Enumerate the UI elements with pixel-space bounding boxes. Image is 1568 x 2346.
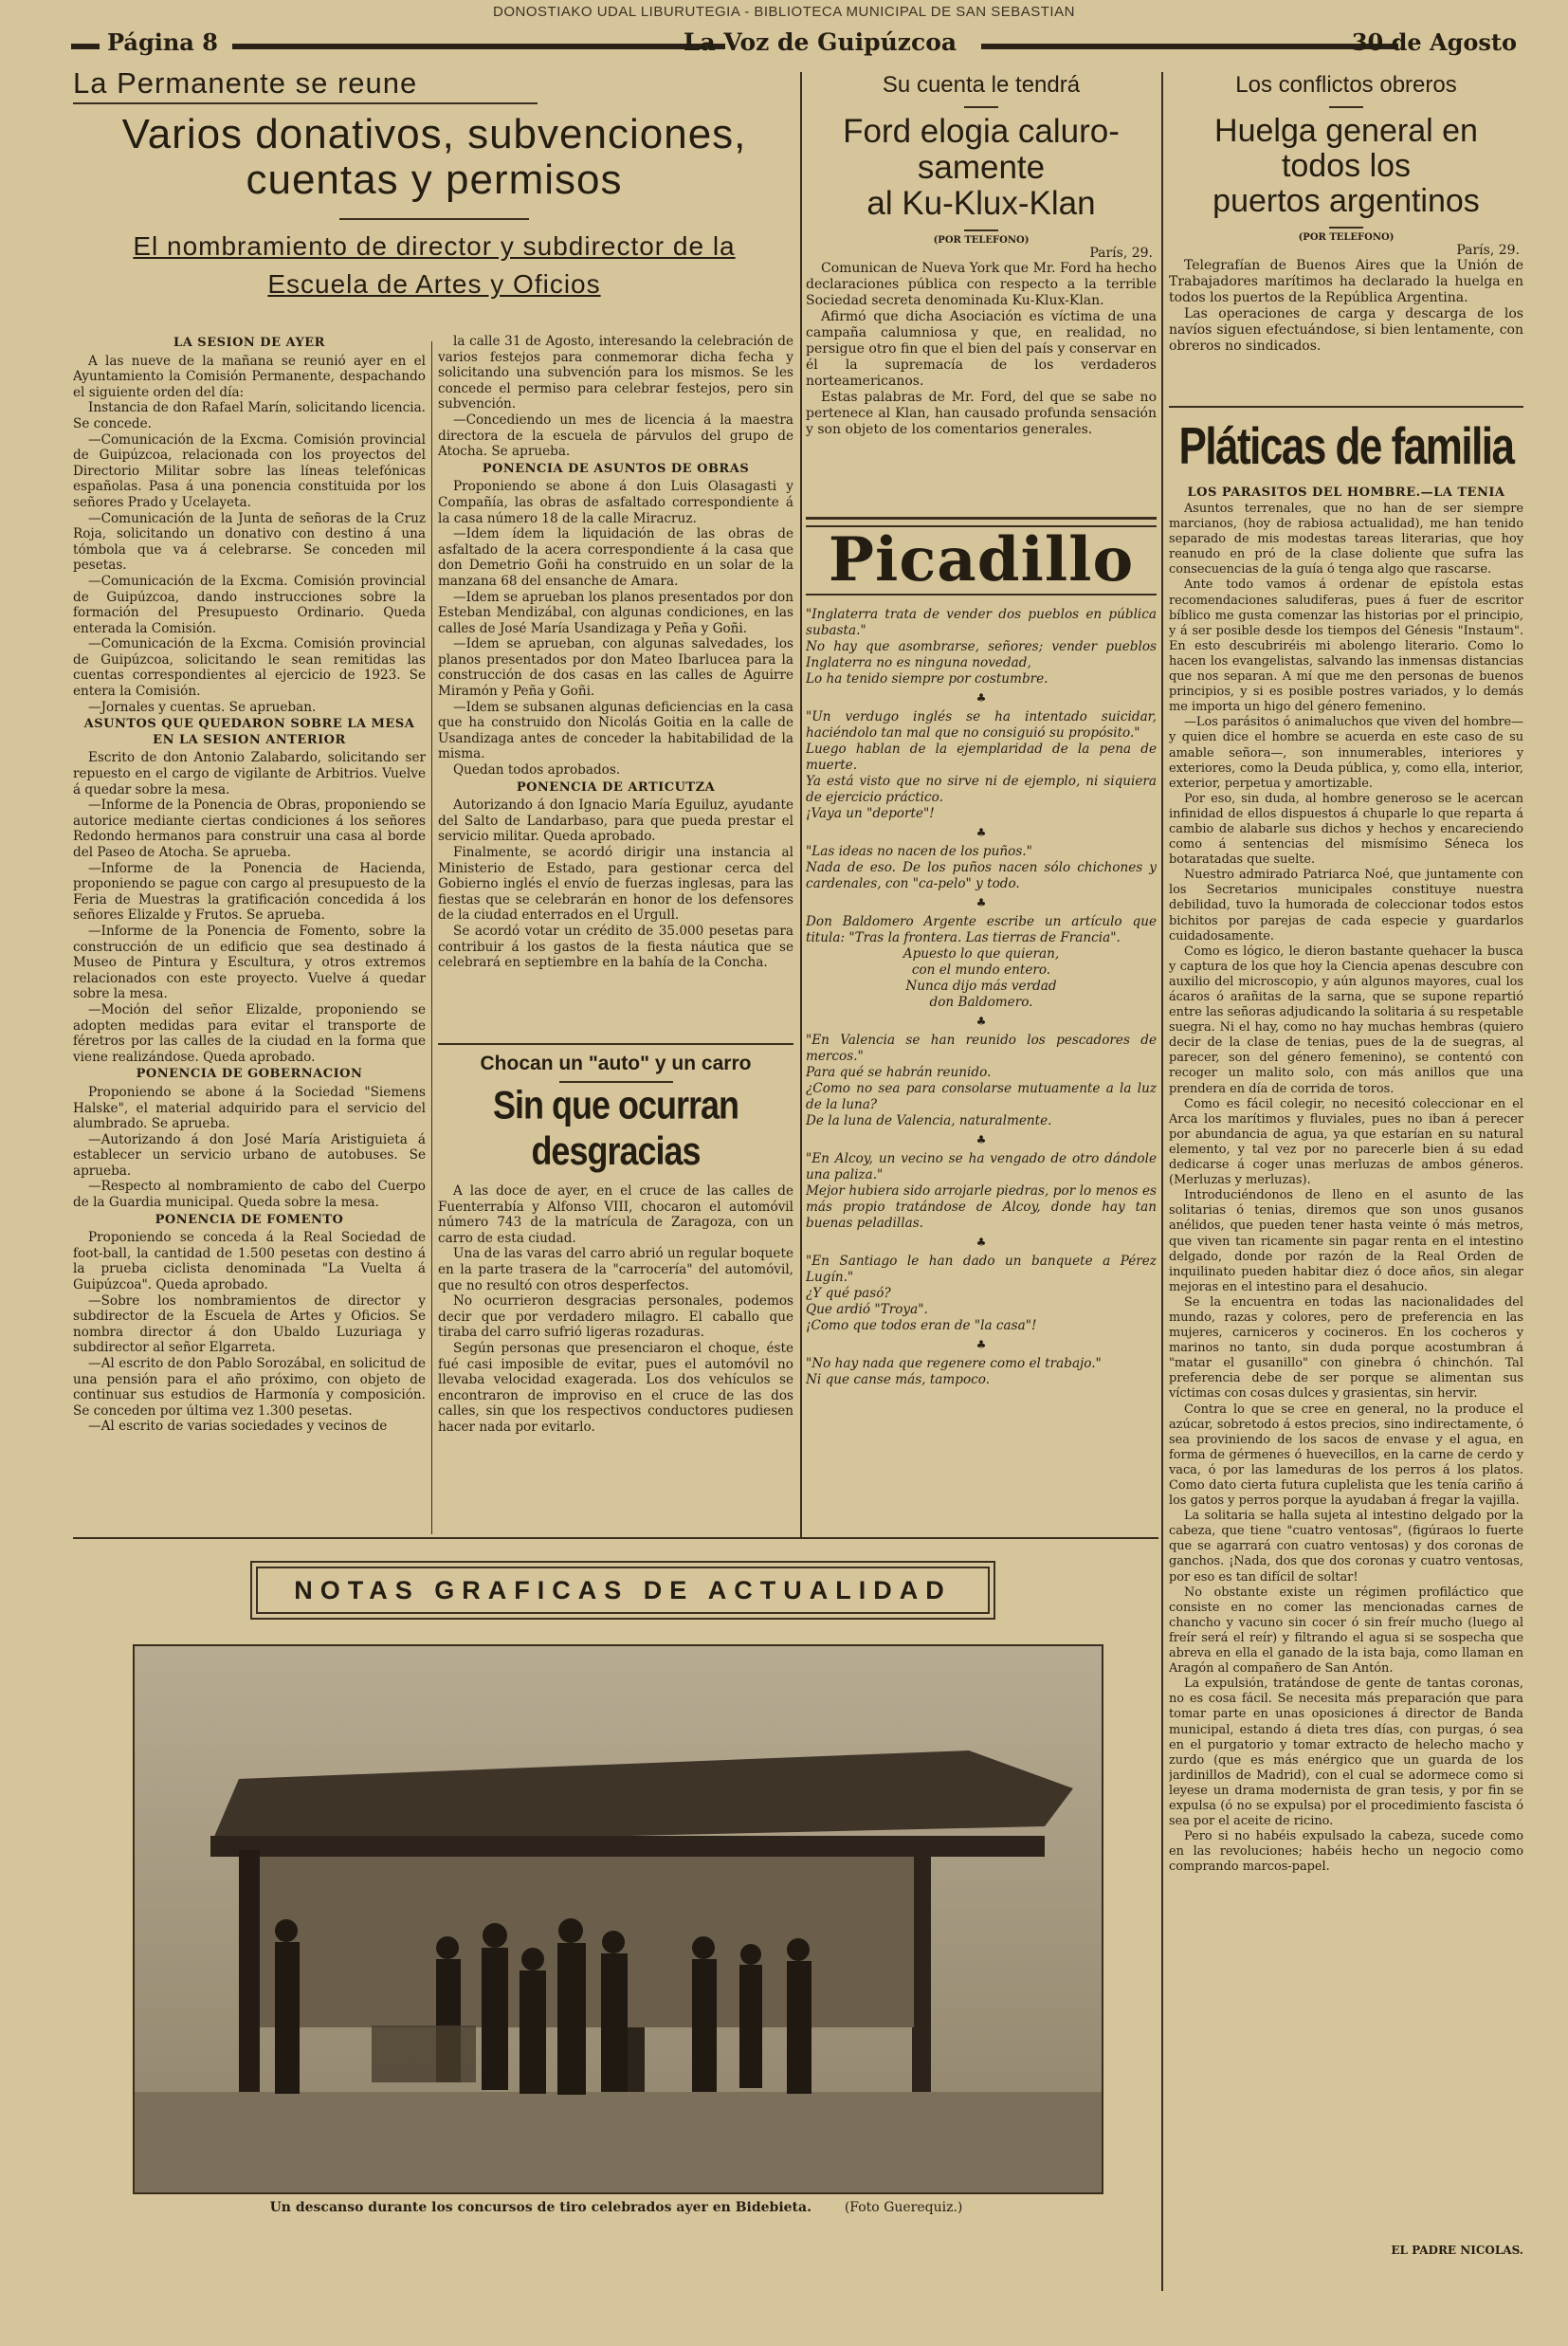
accident-headline: Sin que ocurran desgracias [492, 1082, 739, 1174]
news-photo [133, 1644, 1103, 2194]
photo-illustration [135, 1646, 1102, 2192]
paragraph: A las nueve de la mañana se reunió ayer en el Ayuntamiento la Comisión Permanente, despachando el siguiente orden del día: [73, 353, 426, 400]
ornament: ♣ [975, 1236, 987, 1249]
paragraph: "Las ideas no nacen de los puños." [806, 844, 1032, 859]
council-column-1 [73, 334, 426, 1530]
ford-headline-2: samente [917, 149, 1046, 186]
platicas-body [1169, 502, 1523, 2242]
paragraph: —Idem ídem la liquidación de las obras de asfaltado de la acera correspondiente á la casa que don Demetrio Goñi ha construido en un solar de la manzana 68 del ensanche de Amara. [438, 526, 793, 589]
paragraph: Instancia de don Rafael Marín, solicitando licencia. Se concede. [73, 400, 426, 431]
paragraph: Lo ha tenido siempre por costumbre. [806, 671, 1048, 687]
paragraph: Proponiendo se abone á la Sociedad "Siemens Halske", el material adquirido para el servicio del alumbrado. Se aprueba. [73, 1084, 426, 1132]
paragraph: ¿Como no sea para consolarse mutuamente a la luz de la luna? [806, 1081, 1157, 1112]
ford-headline-3: al Ku-Klux-Klan [866, 185, 1096, 222]
ford-kicker: Su cuenta le tendrá [882, 72, 1081, 98]
section-rule [73, 1537, 1158, 1539]
ornament: ♣ [975, 1338, 987, 1351]
accident-article [438, 1043, 793, 1436]
paragraph: —Idem se subsanen algunas deficiencias en la casa que ha construido don Nicolás Goitia en la calle de Usandizaga antes de conceder la habitabilidad de la misma. [438, 699, 793, 762]
paragraph: Don Baldomero Argente escribe un artículo que titula: "Tras la frontera. Las tierras de Francia". [806, 914, 1157, 945]
section-heading: PONENCIA DE ARTICUTZA [516, 779, 716, 795]
paragraph: Telegrafían de Buenos Aires que la Unión de Trabajadores marítimos ha declarado la huelga en todos los puertos de la República Argentina. [1169, 258, 1523, 305]
photo-caption-line [228, 2200, 1005, 2215]
strike-kicker: Los conflictos obreros [1235, 72, 1457, 98]
paragraph: Ya está visto que no sirve ni de ejemplo, ni siquiera de ejercicio práctico. [806, 774, 1157, 805]
ford-source: (POR TELEFONO) [933, 235, 1030, 246]
paragraph: "En Santiago le han dado un banquete a Pérez Lugín." [806, 1254, 1157, 1285]
council-kicker: La Permanente se reune [73, 66, 418, 100]
paragraph: Escrito de don Antonio Zalabardo, solicitando ser repuesto en el cargo de vigilante de Arbitrios. Vuelve á quedar sobre la mesa. [73, 750, 426, 797]
paragraph: Ante todo vamos á ordenar de epístola estas recomendaciones saludiferas, pues á fuer de escritor bíblico me gusta comenzar las historias por el principio, y á ser posible desde los tiempos del Génesis "Instaum". En esto descubriréis mi abolengo literario. Como lo hacen los evangelistas, salvando las inmensas distancias que nos separan. A mí que me den personas de buenos principios, y si es posible postres variados, y lo demás me importa un higo del género femenino. [1169, 577, 1523, 715]
council-headline-1: Varios donativos, subvenciones, [121, 111, 747, 157]
paragraph: La solitaria se halla sujeta al intestino delgado por la cabeza, que tiene "cuatro ventosas", (figúraos lo fuerte que se agarrará con cuatro ventosas) y dos coronas de ganchos. ¡Nada, dos que dos coronas y cuatro ventosas, por eso es tan difícil de soltar! [1169, 1509, 1523, 1585]
paragraph: —Idem se aprueban, con algunas salvedades, los planos presentados por don Mateo Ibarlucea para la construcción de dos casas en las calles de Aguirre Miramón y Peña y Goñi. [438, 636, 793, 700]
paragraph: "Inglaterra trata de vender dos pueblos en pública subasta." [806, 607, 1157, 638]
strike-headline-1: Huelga general en [1214, 113, 1478, 149]
paragraph: De la luna de Valencia, naturalmente. [806, 1113, 1052, 1128]
strike-body [1169, 258, 1523, 355]
platicas-signature: EL PADRE NICOLAS. [1391, 2244, 1523, 2257]
paragraph: Afirmó que dicha Asociación es víctima de una campaña calumniosa y que, en realidad, no persigue otro fin que el bien del país y conservar en él la supremacía de los verdaderos norteamericanos. [806, 309, 1157, 389]
paragraph: —Comunicación de la Excma. Comisión provincial de Guipúzcoa, solicitando le sean remitidas las cuentas correspondientes al ejercicio de 1923. Se entera la Comisión. [73, 636, 426, 700]
paragraph: Proponiendo se conceda á la Real Sociedad de foot-ball, la cantidad de 1.500 pesetas con destino á la prueba ciclista denominada "La Vuelta á Guipúzcoa". Queda aprobado. [73, 1230, 426, 1293]
paragraph: —Autorizando á don José María Aristiguieta á establecer un servicio urbano de autobuses. Se aprueba. [73, 1131, 426, 1179]
column-rule [431, 341, 432, 1534]
paragraph: No ocurrieron desgracias personales, podemos decir que por verdadero milagro. El caballo que tiraba del carro sufrió ligeras rozaduras. [438, 1293, 793, 1341]
ford-body [806, 261, 1157, 438]
paragraph: Apuesto lo que quieran, [903, 946, 1060, 962]
strike-headline-3: puertos argentinos [1212, 183, 1480, 219]
platicas-article [1169, 406, 1523, 2257]
issue-date: 30 de Agosto [1351, 28, 1517, 56]
paragraph: Las operaciones de carga y descarga de los navíos siguen efectuándose, si bien lentamente, con obreros no sindicados. [1169, 306, 1523, 354]
paragraph: —Los parásitos ó animaluchos que viven del hombre—y quien dice el hombre se acuerda en este caso de su amable señora—, son innumerables, interiores y exteriores, como la Deuda pública, y, como ella, interior, exterior, perpetua y amortizable. [1169, 715, 1523, 791]
ornament: ♣ [975, 826, 987, 839]
photo-caption: Un descanso durante los concursos de tiro celebrados ayer en Bidebieta. [269, 2200, 811, 2215]
paragraph: "En Valencia se han reunido los pescadores de mercos." [806, 1033, 1157, 1064]
accident-kicker: Chocan un "auto" y un carro [480, 1053, 752, 1074]
paragraph: Por eso, sin duda, al hombre generoso se le acercan infinidad de ellos dispuestos á chuparle lo que reparta á cambio de alabarle sus dichos y hechos y encareciendo como á sentencias del mismísimo Séneca los botaratadas que suelte. [1169, 791, 1523, 868]
page-number: Página 8 [107, 28, 218, 56]
paragraph: Proponiendo se abone á don Luis Olasagasti y Compañía, las obras de asfaltado correspondiente á la casa número 18 de la calle Miracruz. [438, 479, 793, 526]
paragraph: —Jornales y cuentas. Se aprueban. [88, 699, 317, 715]
paragraph: —Comunicación de la Junta de señoras de la Cruz Roja, solicitando un donativo con destino á una tómbola que va á celebrarse. Se conceden mil pesetas. [73, 510, 426, 574]
paragraph: —Al escrito de don Pablo Sorozábal, en solicitud de una pensión para el año próximo, con objeto de continuar sus estudios de Harmonía y composición. Se conceden por última vez 1.300 pesetas. [73, 1356, 426, 1419]
archive-header: DONOSTIAKO UDAL LIBURUTEGIA - BIBLIOTECA MUNICIPAL DE SAN SEBASTIAN [493, 4, 1075, 20]
paragraph: don Baldomero. [929, 995, 1033, 1010]
paragraph: La expulsión, tratándose de gente de tantas coronas, no es cosa fácil. Se necesita más preparación que para tomar parte en unas oposiciones á director de Banda municipal, estando á dieta tres días, con purgas, ó sea en el purgatorio y tomar extracto de helecho macho y zurdo (que es más enérgico que un guarda de los jardinillos de Madrid), con el cual se adormece como si leyese un drama modernista de gran tesis, y por fin se expulsa (ó no se expulsa) por el procedimiento fascista ó sea por el aceite de ricino. [1169, 1677, 1523, 1829]
platicas-subtitle: LOS PARASITOS DEL HOMBRE.—LA TENIA [1187, 486, 1505, 500]
paragraph: Mejor hubiera sido arrojarle piedras, por lo menos es más propio tratándose de Alcoy, donde hay tan buenas peladillas. [806, 1183, 1157, 1231]
ornament: ♣ [975, 896, 987, 909]
section-heading: ASUNTOS QUE QUEDARON SOBRE LA MESA EN LA SESION ANTERIOR [83, 717, 415, 747]
paragraph: —Informe de la Ponencia de Fomento, sobre la construcción de un edificio que sea destinado á Museo de Pintura y Escultura, y otros extremos relacionados con este proyecto. Vuelve á quedar sobre la mesa. [73, 923, 426, 1002]
picadillo-title: Picadillo [806, 525, 1157, 596]
paragraph: Autorizando á don Ignacio María Eguiluz, ayudante del Salto de Landarbaso, para que pueda prestar el servicio militar. Queda aprobado. [438, 797, 793, 845]
photo-credit: (Foto Guerequiz.) [844, 2200, 963, 2215]
strike-dateline: París, 29. [1456, 243, 1520, 258]
paragraph: —Al escrito de varias sociedades y vecinos de [88, 1419, 388, 1435]
section-heading: LA SESION DE AYER [173, 336, 325, 350]
section-heading: PONENCIA DE ASUNTOS DE OBRAS [482, 461, 750, 476]
photo-banner-text: NOTAS GRAFICAS DE ACTUALIDAD [294, 1576, 952, 1604]
paragraph: Finalmente, se acordó dirigir una instancia al Ministerio de Estado, para gestionar cerca del Gobierno inglés el envío de fuerzas inglesas, para las fiestas que se celebrarán en honor de los defensores de la ciudad enterrados en el Urgull. [438, 845, 793, 924]
picadillo-body [806, 607, 1157, 1536]
paragraph: Se acordó votar un crédito de 35.000 pesetas para contribuir á los gastos de la fiesta náutica que se celebrará en septiembre en la bahía de la Concha. [438, 923, 793, 971]
council-article [73, 66, 795, 303]
ornament: ♣ [975, 691, 987, 705]
paragraph: Nada de eso. De los puños nacen sólo chichones y cardenales, con "ca-pelo" y todo. [806, 860, 1157, 891]
strike-article [1169, 72, 1523, 355]
paragraph: Asuntos terrenales, que no han de ser siempre marcianos, (hoy de rabiosa actualidad), me han tenido separado de mis modestas tareas literarias, que hoy reanudo en pró de la clase doliente que sufra las consecuencias de la guía ó tenga algo que rascarse. [1169, 502, 1523, 577]
paragraph: la calle 31 de Agosto, interesando la celebración de varios festejos para conmemorar dicha fecha y solicitando una subvención para los mismos. Se les concede el permiso para celebrar festejos, pero sin subvención. [438, 334, 793, 412]
strike-source: (POR TELEFONO) [1298, 232, 1395, 243]
paragraph: —Sobre los nombramientos de director y subdirector de la Escuela de Artes y Oficios. Se nombra director á don Ubaldo Luzuriaga y subdirector al señor Elgarreta. [73, 1292, 426, 1356]
picadillo-column [806, 517, 1157, 1536]
paragraph: Como es lógico, le dieron bastante quehacer la busca y captura de los que hoy la Ciencia apenas descubre con auxilio del microscopio, y aún algunos mayores, cual los ácaros ó arañitas de la sarna, que se supone repartió entre las señoras adjudicando la solitaria á su respetable suegra. Ni el hay, como no hay muchas hembras (quiero decir de la clase de tenias, pues de la de suegras, al parecer, son del género femenino), se contentó con recoger un malito solo, con más anillos que una prendera en día de corrida de toros. [1169, 944, 1523, 1096]
paragraph: Que ardió "Troya". [806, 1302, 928, 1317]
paragraph: Según personas que presenciaron el choque, éste fué casi imposible de evitar, pues el automóvil no llevaba velocidad exagerada. Los dos vehículos se encontraron de improviso en el cruce de las dos calles, sin que los respectivos conductores pudiesen hacer nada por evitarlo. [438, 1340, 793, 1435]
paragraph: Quedan todos aprobados. [453, 762, 621, 779]
paragraph: Luego hablan de la ejemplaridad de la pena de muerte. [806, 742, 1157, 773]
paragraph: Comunican de Nueva York que Mr. Ford ha hecho declaraciones pública con respecto a la terrible Sociedad secreta denominada Ku-Klux-Klan. [806, 261, 1157, 308]
section-heading: PONENCIA DE FOMENTO [155, 1212, 344, 1227]
masthead: La Voz de Guipúzcoa [683, 28, 957, 56]
ford-headline-1: Ford elogia caluro- [843, 113, 1120, 150]
paragraph: ¡Vaya un "deporte"! [806, 806, 935, 821]
photo-banner [256, 1567, 990, 1614]
council-subhead-2: Escuela de Artes y Oficios [267, 269, 601, 299]
paragraph: —Informe de la Ponencia de Hacienda, proponiendo se pague con cargo al presupuesto de la Feria de Muestras la gratificación concedida á los señores Elizalde y Frutos. Se aprueba. [73, 860, 426, 924]
council-headline-2: cuentas y permisos [246, 156, 623, 203]
paragraph: A las doce de ayer, en el cruce de las calles de Fuenterrabía y Alfonso VIII, chocaron el automóvil número 743 de la matrícula de Zaragoza, con un carro de esta ciudad. [438, 1183, 793, 1246]
paragraph: Introduciéndonos de lleno en el asunto de las solitarias ó tenias, diremos que son unos gusanos anélidos, que pueden tener hasta veinte ó más metros, que viven tan ricamente sin pagar renta en el intestino delgado, donde por razón de la Real Orden de inquilinato pueden habitar diez ó doce años, sin alegar mejoras en el intestino para el desahucio. [1169, 1188, 1523, 1294]
paragraph: No hay que asombrarse, señores; vender pueblos Inglaterra no es ninguna novedad, [806, 639, 1157, 670]
platicas-title: Pláticas de familia [1178, 417, 1514, 476]
column-rule [1161, 72, 1163, 2291]
paragraph: Ni que canse más, tampoco. [806, 1372, 991, 1387]
paragraph: Una de las varas del carro abrió un regular boquete en la parte trasera de la "carrocería" del automóvil, que no resultó con otros desperfectos. [438, 1246, 793, 1293]
strike-headline-2: todos los [1281, 148, 1412, 184]
paragraph: Como es fácil colegir, no necesitó coleccionar en el Arca los marítimos y fluviales, pues no iban á perecer por abundancia de agua, ya que estarían en su natural elemento, y tal vez por no parecerle bien á su edad dedicarse á coger unas merluzas de ambos géneros. (Merluzas y merluzas). [1169, 1096, 1523, 1188]
paragraph: Para qué se habrán reunido. [806, 1065, 992, 1080]
paragraph: —Concediendo un mes de licencia á la maestra directora de la escuela de párvulos del grupo de Atocha. Se aprueba. [438, 412, 793, 460]
paragraph: Contra lo que se cree en general, no la produce el azúcar, sobretodo á estos precios, sino indirectamente, ó sea proviniendo de los sacos de envase y el agua, en forma de gérmenes ó huevecillos, en la carne de cerdo y vaca, ó por las lameduras de los perros á los platos. Como dato cierta futura cuplelista que les tenía cariño á los gatos y perros porque la ayudaban á fregar la vajilla. [1169, 1402, 1523, 1509]
paragraph: Pero si no habéis expulsado la cabeza, sucede como en las revoluciones; habéis hecho un negocio como comprando marcos-papel. [1169, 1829, 1523, 1875]
accident-body [438, 1183, 793, 1436]
paragraph: —Moción del señor Elizalde, proponiendo se adopten medidas para evitar el transporte de féretros por las calles de la ciudad en la forma que viene realizándose. Queda aprobado. [73, 1001, 426, 1065]
paragraph: Nuestro admirado Patriarca Noé, que juntamente con los Secretarios municipales constituye nuestra debilidad, tuvo la humorada de coleccionar todos estos bichitos por parejas de cada especie y guardarlos cuidadosamente. [1169, 868, 1523, 944]
paragraph: —Comunicación de la Excma. Comisión provincial de Guipúzcoa, relacionada con los proyectos del Directorio Militar sobre las líneas telefónicas españolas. Pasa á una ponencia constituida por los señores Prado y Ucelayeta. [73, 431, 426, 510]
paragraph: "Un verdugo inglés se ha intentado suicidar, haciéndolo tan mal que no consiguió su propósito." [806, 709, 1157, 741]
paragraph: "No hay nada que regenere como el trabajo." [806, 1356, 1102, 1371]
paragraph: —Idem se aprueban los planos presentados por don Esteban Mendizábal, con algunas condiciones, en las calles de José María Usandizaga y Peña y Goñi. [438, 589, 793, 636]
paragraph: —Informe de la Ponencia de Obras, proponiendo se autorice mediante ciertas condiciones á los señores Redondo hermanos para construir una casa al borde del Paseo de Atocha. Se aprueba. [73, 797, 426, 860]
paragraph: Nunca dijo más verdad [905, 979, 1057, 994]
ford-article [806, 72, 1157, 438]
paragraph: —Comunicación de la Excma. Comisión provincial de Guipúzcoa, dando instrucciones sobre la formación del Presupuesto Ordinario. Queda enterada la Comisión. [73, 573, 426, 636]
paragraph: ¡Como que todos eran de "la casa"! [806, 1318, 1037, 1333]
ornament: ♣ [975, 1133, 987, 1146]
paragraph: Se la encuentra en todas las nacionalidades del mundo, razas y colores, pero de preferencia en las mujeres, carniceros y cocineros. En los cocheros y marinos no tanto, sin duda porque acostumbran á "matar el gusanillo" con ginebra ó chinchón. Tal preferencia debe de ser porque se alimentan sus víctimas con cosas dulces y grasientas, sin hervir. [1169, 1294, 1523, 1402]
paragraph: No obstante existe un régimen profiláctico que consiste en no comer las mencionadas carnes de chancho y vacuno sin cocer ó sin freír mucho (luego al freír será el reír) y filtrando el agua si se sospecha que abreva en ella el ganado de la ista baja, como llaman en Aragón al compañero de San Antón. [1169, 1585, 1523, 1677]
ford-dateline: París, 29. [1089, 246, 1153, 261]
paragraph: Estas palabras de Mr. Ford, del que se sabe no pertenece al Klan, han causado profunda sensación y son objeto de los comentarios generales. [806, 390, 1157, 437]
paragraph: "En Alcoy, un vecino se ha vengado de otro dándole una paliza." [806, 1151, 1157, 1182]
ornament: ♣ [975, 1015, 987, 1028]
section-heading: PONENCIA DE GOBERNACION [136, 1067, 363, 1082]
paragraph: —Respecto al nombramiento de cabo del Cuerpo de la Guardia municipal. Queda sobre la mesa. [73, 1179, 426, 1211]
council-column-2 [438, 334, 793, 1054]
paragraph: ¿Y qué pasó? [806, 1286, 891, 1301]
running-head [71, 28, 1522, 61]
council-subhead-1: El nombramiento de director y subdirector de la [133, 231, 736, 261]
paragraph: con el mundo entero. [911, 962, 1051, 978]
column-rule [800, 72, 802, 1537]
